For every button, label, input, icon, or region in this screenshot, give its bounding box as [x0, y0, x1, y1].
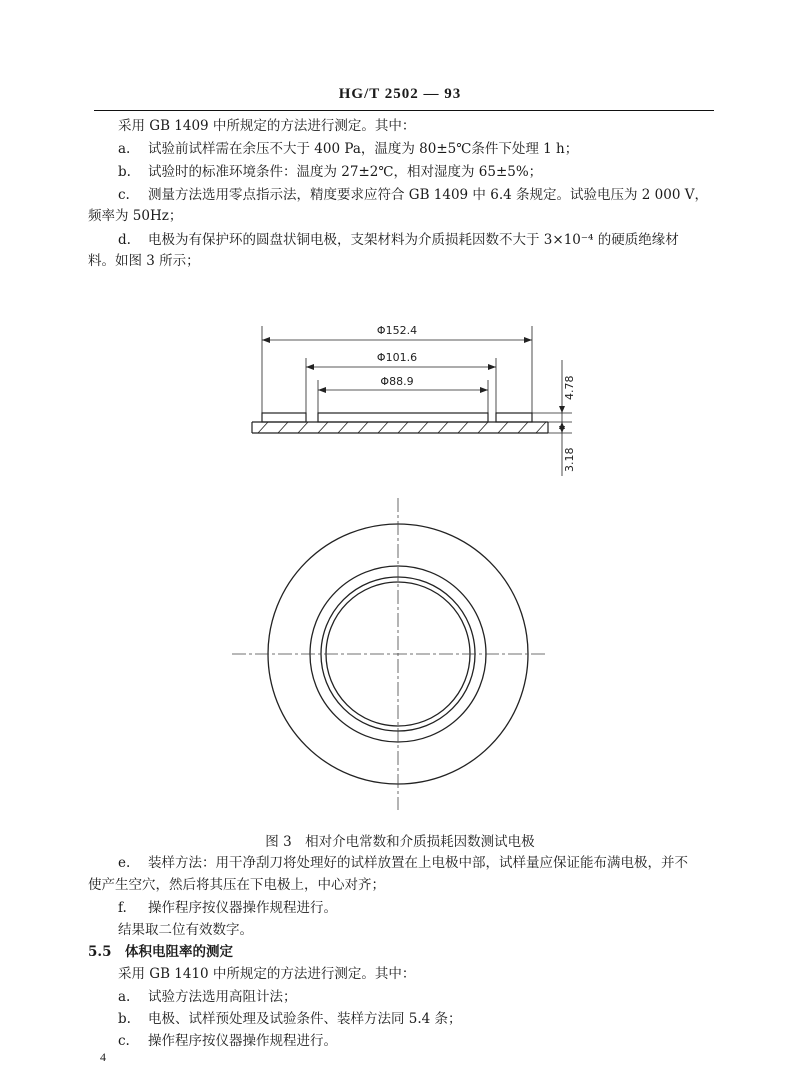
dim-guard-diameter: Φ101.6 — [376, 351, 418, 364]
section-5-5-item-b-label: b. — [118, 1011, 131, 1027]
item-f-text: 操作程序按仪器操作规程进行。 — [148, 900, 337, 916]
section-5-5-item-a-label: a. — [118, 989, 131, 1005]
section-5-5-item-c — [118, 1031, 337, 1051]
page-number: 4 — [100, 1050, 106, 1064]
item-f-label: f. — [118, 900, 127, 916]
dim-plate-thickness: 3.18 — [563, 447, 576, 472]
document-header: HG/T 2502 — 93 — [338, 86, 462, 102]
section-5-5-title: 5.5 体积电阻率的测定 — [88, 944, 233, 960]
dim-electrode-diameter: Φ88.9 — [380, 375, 414, 388]
item-b-text: 试验时的标准环境条件：温度为 27±2℃，相对湿度为 65±5%； — [148, 164, 543, 180]
dim-electrode-height: 4.78 — [563, 375, 576, 400]
item-f — [118, 898, 337, 918]
item-d-continued: 料。如图 3 所示； — [88, 253, 200, 269]
section-5-5-item-b-text: 电极、试样预处理及试验条件、装样方法同 5.4 条； — [148, 1011, 462, 1027]
item-e-label: e. — [118, 855, 131, 871]
item-c-text: 测量方法选用零点指示法，精度要求应符合 GB 1409 中 6.4 条规定。试验电压为 2 000 V， — [148, 187, 708, 203]
item-a-label: a. — [118, 141, 131, 157]
section-5-5-item-a — [118, 987, 297, 1007]
figure-3-caption: 图 3 相对介电常数和介质损耗因数测试电极 — [265, 834, 535, 850]
result-note: 结果取二位有效数字。 — [118, 922, 253, 938]
section-5-5-item-b — [118, 1009, 462, 1029]
section-5-5-item-c-label: c. — [118, 1033, 130, 1049]
item-d-label: d. — [118, 232, 131, 248]
intro-paragraph: 采用 GB 1409 中所规定的方法进行测定。其中： — [118, 118, 416, 134]
item-a-text: 试验前试样需在余压不大于 400 Pa，温度为 80±5℃条件下处理 1 h； — [148, 141, 579, 157]
item-e — [118, 853, 688, 873]
item-e-continued: 使产生空穴，然后将其压在下电极上，中心对齐； — [88, 877, 385, 893]
section-5-5-item-c-text: 操作程序按仪器操作规程进行。 — [148, 1033, 337, 1049]
item-b-label: b. — [118, 164, 131, 180]
item-d-text: 电极为有保护环的圆盘状铜电极，支架材料为介质损耗因数不大于 3×10⁻⁴ 的硬质绝缘材 — [148, 232, 679, 248]
item-e-text: 装样方法：用干净刮刀将处理好的试样放置在上电极中部，试样量应保证能布满电极，并不 — [148, 855, 688, 871]
section-5-5-item-a-text: 试验方法选用高阻计法； — [148, 989, 297, 1005]
dim-outer-diameter: Φ152.4 — [376, 324, 418, 337]
section-5-5-intro: 采用 GB 1410 中所规定的方法进行测定。其中： — [118, 966, 416, 982]
item-c-label: c. — [118, 187, 130, 203]
item-c-continued: 频率为 50Hz； — [88, 208, 183, 224]
